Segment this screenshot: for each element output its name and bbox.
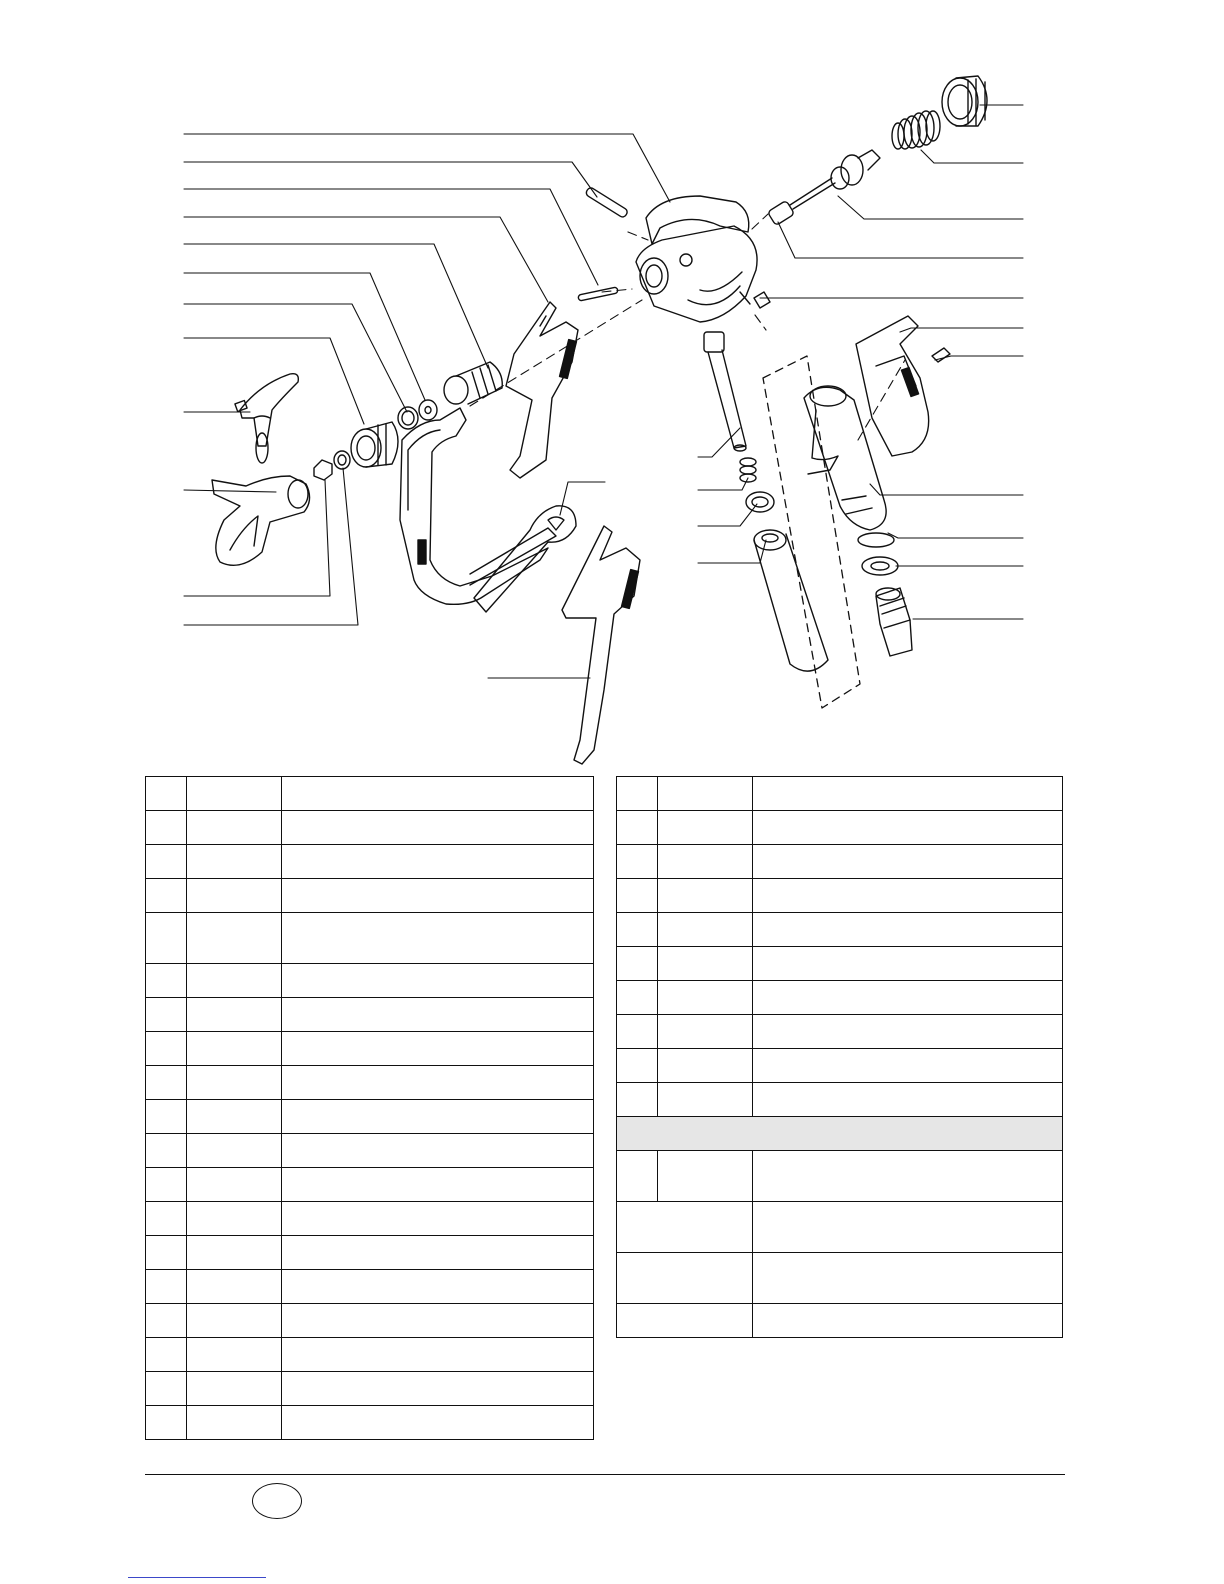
link-underline[interactable] [128,1577,266,1578]
table-row [617,913,1063,947]
table-row [146,998,594,1032]
oring-part [398,407,418,429]
table-row [146,1338,594,1372]
table-row [146,1032,594,1066]
parts-table-right [616,776,1063,1338]
gasket-part [858,533,894,547]
table-row [146,1066,594,1100]
table-row [146,777,594,811]
valve-assembly-part [767,150,880,226]
table-row [617,777,1063,811]
table-row [617,1151,1063,1202]
table-section-header-row [617,1117,1063,1151]
trigger-lower-part [562,526,640,764]
filter-element-part [754,530,828,671]
pin-top-part [585,186,629,218]
screw-small-part [740,292,770,308]
table-row [146,879,594,913]
parts-table-left [145,776,594,1440]
rear-nut-part [942,76,987,126]
table-row [617,1015,1063,1049]
table-row [617,981,1063,1015]
gun-head-part [636,196,757,322]
table-row [617,845,1063,879]
table-row [617,879,1063,913]
filter-washer-part [746,492,774,512]
table-row [146,1100,594,1134]
table-row [617,1253,1063,1304]
table-row [146,845,594,879]
assembly-axis-lines [470,214,905,440]
handle-kit-box [763,356,860,708]
table-row [617,947,1063,981]
table-row [146,913,594,964]
table-row [146,1236,594,1270]
spray-tip-part [235,374,298,463]
table-row [146,1168,594,1202]
footer-rule [145,1474,1065,1475]
inlet-fitting-part [876,588,912,656]
grip-cover-part [856,316,929,456]
table-row [617,1083,1063,1117]
table-row [146,964,594,998]
table-row [617,811,1063,845]
tip-guard-part [212,476,310,565]
table-row [146,811,594,845]
tip-guard-nut-part [351,422,398,467]
seal-washer-part [419,400,437,420]
table-row [146,1304,594,1338]
hex-seat-part [314,460,332,480]
table-row [617,1304,1063,1338]
table-row [146,1372,594,1406]
trigger-upper-part [506,302,578,478]
exploded-view-diagram [0,0,1224,780]
gasket-small-part [334,451,350,469]
swivel-part [444,362,502,404]
handle-part [804,386,886,530]
table-row [617,1049,1063,1083]
trigger-guard-part [400,408,556,604]
washer-part [862,557,898,575]
table-row [146,1270,594,1304]
language-badge [252,1483,302,1519]
table-row [146,1406,594,1440]
table-row [617,1202,1063,1253]
table-row [146,1202,594,1236]
table-row [146,1134,594,1168]
spring-part [892,111,940,149]
filter-rod-part [704,332,746,451]
pin-middle-part [578,287,618,301]
